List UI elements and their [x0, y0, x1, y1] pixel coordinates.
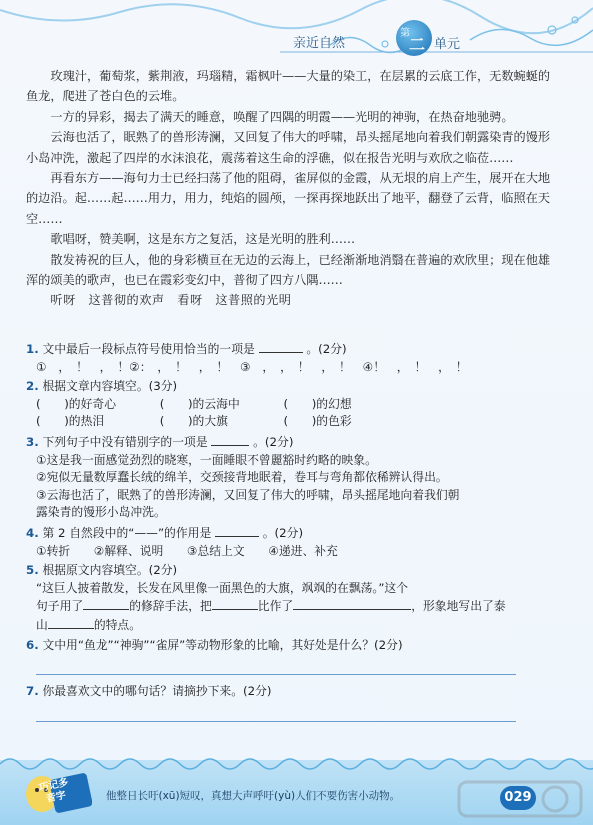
question-text: 下列句子中没有错别字的一项是 [42, 434, 208, 449]
answer-blank[interactable] [215, 524, 259, 537]
question-6 [26, 637, 556, 676]
answer-line[interactable] [36, 664, 516, 675]
passage-paragraph: 玫瑰汁，葡萄浆，紫荆液，玛瑙精，霜枫叶——大量的染工，在层累的云底工作，无数蜿蜒的鱼龙，爬进了苍白色的云堆。 [26, 69, 551, 104]
unit-badge [396, 20, 432, 56]
question-option: ①这是我一面感觉劲烈的晓寒，一面睡眼不曾麗豁时约略的映象。 [36, 452, 377, 467]
question-text: 第 2 自然段中的“——”的作用是 [42, 525, 212, 540]
passage-paragraph: 一方的异彩，揭去了满天的睡意，唤醒了四隅的明霞——光明的神驹，在热奋地驰骋。 [50, 109, 514, 124]
fill-item[interactable]: ( )的幻想 [283, 396, 352, 411]
passage-paragraph: 再看东方——海句力士已经扫荡了他的阻碍，雀屏似的金霞，从无垠的肩上产生，展开在大地的边沿。起……起……用力，用力，纯焰的圆颅，一探再探地跃出了地平，翻登了云背，临照在天空…… [26, 171, 551, 226]
question-number: 7. [26, 684, 39, 699]
question-score: 。(2分) [262, 525, 304, 540]
question-2 [26, 378, 556, 431]
question-7 [26, 683, 556, 722]
question-4 [26, 524, 556, 560]
question-option: ③云海也活了，眠熟了的兽形涛澜，又回复了伟大的呼啸，昂头摇尾地向着我们朝 [36, 487, 460, 502]
question-number: 2. [26, 379, 39, 394]
answer-blank[interactable] [212, 597, 258, 610]
answer-blank[interactable] [48, 616, 94, 629]
fill-item[interactable]: ( )的大旗 [159, 414, 228, 429]
question-5 [26, 562, 556, 634]
question-number: 3. [26, 434, 39, 449]
answer-blank[interactable] [259, 340, 303, 353]
fill-text: 句子用了 [36, 599, 84, 614]
fill-text: 的修辞手法，把 [129, 599, 212, 614]
question-option: 露染青的馒形小岛冲洗。 [36, 505, 166, 520]
fill-item[interactable]: ( )的色彩 [283, 414, 352, 429]
question-text: 文中用“鱼龙”“神驹”“雀屏”等动物形象的比喻，其好处是什么？(2分) [42, 637, 403, 652]
fill-text: 的特点。 [93, 617, 142, 632]
question-number: 6. [26, 637, 39, 652]
fill-text: 山 [36, 617, 48, 632]
fill-text: ，形象地写出了泰 [411, 599, 506, 614]
reading-passage [26, 66, 556, 311]
fill-item[interactable]: ( )的云海中 [159, 396, 240, 411]
question-text: 文中最后一段标点符号使用恰当的一项是 [42, 342, 255, 356]
question-text: 根据原文内容填空。(2分) [42, 563, 178, 578]
answer-blank[interactable] [211, 433, 249, 446]
passage-paragraph: 听呀 这普彻的欢声 看呀 这普照的光明 [50, 293, 292, 308]
footer-tip: 他整日长吁(xū)短叹，真想大声呼吁(yù)人们不要伤害小动物。 [106, 790, 401, 802]
unit-label: 单元 [434, 37, 461, 52]
passage-paragraph: 歌唱呀，赞美啊，这是东方之复活，这是光明的胜利…… [50, 232, 356, 247]
section-name: 亲近自然 [293, 36, 346, 51]
fill-line [26, 597, 556, 616]
question-3 [26, 433, 556, 522]
page-header [0, 0, 593, 58]
fill-text: 比作了 [257, 599, 294, 614]
answer-line[interactable] [36, 711, 516, 722]
questions-section [26, 340, 556, 730]
fill-item[interactable]: ( )的好奇心 [36, 396, 116, 411]
fill-row [26, 413, 556, 431]
fill-row [26, 396, 556, 414]
question-score: 。(2分) [306, 342, 347, 356]
question-number: 4. [26, 525, 39, 540]
fill-line [26, 616, 556, 635]
question-option: ②宛似无量数厚蠢长绒的绵羊，交颈接背地眠着，卷耳与弯角都依稀辨认得出。 [36, 470, 448, 485]
unit-prefix: 第 [400, 28, 410, 39]
stamp-label: 巧记多音字 [37, 777, 70, 805]
question-number: 1. [26, 342, 39, 356]
unit-number: 二 [409, 35, 426, 54]
question-options: ①转折 ②解释、说明 ③总结上文 ④递进、补充 [36, 543, 338, 558]
question-score: 。(2分) [253, 434, 294, 449]
question-1 [26, 340, 556, 376]
page-number: 029 [500, 786, 536, 810]
passage-paragraph: 云海也活了，眠熟了的兽形涛澜，又回复了伟大的呼啸，昂头摇尾地向着我们朝露染青的馒形小岛冲洗，激起了四岸的水沫浪花，震荡着这生命的浮礁，似在报告光明与欢欣之临莅…… [26, 130, 551, 165]
question-text: 你最喜欢文中的哪句话？请摘抄下来。(2分) [42, 684, 272, 699]
passage-paragraph: 散发祷祝的巨人，他的身彩横亘在无边的云海上，已经渐渐地消翳在普遍的欢欣里；现在他雄浑的颂美的歌声，也已在霞彩变幻中，普彻了四方八隅…… [26, 252, 551, 288]
answer-blank[interactable] [293, 597, 411, 610]
answer-blank[interactable] [83, 597, 129, 610]
question-options: ① ， ！ ， ！②： ， ！ ， ！ ③ ， ， ！ ， ！ ④！ ， ！ ， ！ [36, 359, 468, 374]
fill-item[interactable]: ( )的热泪 [36, 414, 105, 429]
watermark-logo-icon [455, 776, 585, 822]
question-text: 根据文章内容填空。(3分) [42, 379, 178, 394]
question-number: 5. [26, 563, 39, 578]
quoted-sentence: “这巨人披着散发，长发在风里像一面黑色的大旗，飒飒的在飘荡。”这个 [36, 580, 409, 595]
